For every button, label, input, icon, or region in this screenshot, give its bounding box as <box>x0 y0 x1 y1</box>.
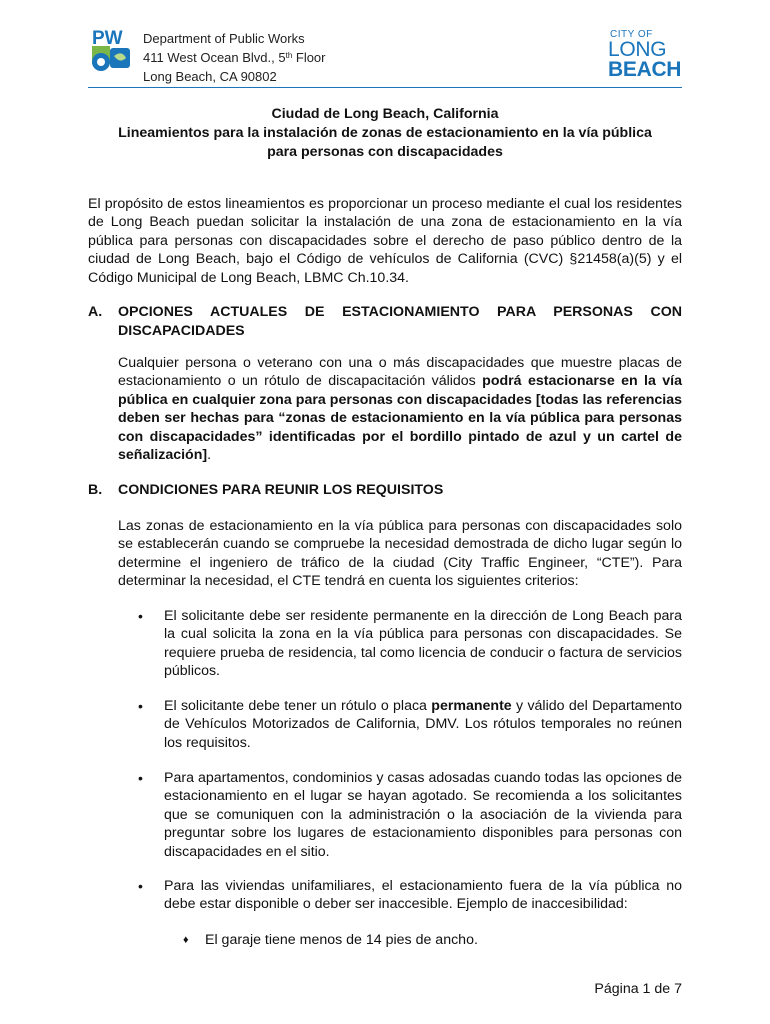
section-b-paragraph: Las zonas de estacionamiento en la vía pública para personas con discapacidades solo se establecerán cuando se compruebe la necesidad demostrada de dicho lugar según lo determine el ingeniero de tráfico de la ciudad (City Traffic Engineer, “CTE”). Para determinar la necesidad, el CTE tendrá en cuenta los siguientes criterios: <box>118 518 682 590</box>
document-title <box>88 105 682 162</box>
bullet-symbol: • <box>138 698 143 714</box>
intro-paragraph: El propósito de estos lineamientos es proporcionar un proceso mediante el cual los residentes de Long Beach puedan solicitar la instalación de una zona de estacionamiento en la vía pública para personas con discapacidades sobre el derecho de paso público dentro de la ciudad de Long Beach, bajo el Código de vehículos de California (CVC) §21458(a)(5) y el Código Municipal de Long Beach, LBMC Ch.10.34. <box>88 196 682 286</box>
title-line-3: para personas con discapacidades <box>267 144 503 160</box>
pw-logo-text: PW <box>92 28 123 49</box>
bullet-symbol: • <box>138 770 143 786</box>
city-of-long-beach-logo: CITY OF LONG BEACH <box>608 29 682 81</box>
title-line-1: Ciudad de Long Beach, California <box>271 106 499 122</box>
sub-list-item: El garaje tiene menos de 14 pies de ancho. <box>205 932 478 948</box>
department-address <box>143 29 326 86</box>
bullet-symbol: • <box>138 608 143 624</box>
address-line-2: 411 West Ocean Blvd., 5th Floor <box>143 50 326 65</box>
diamond-bullet-icon: ♦ <box>183 934 189 946</box>
public-works-logo <box>88 26 136 80</box>
list-item: Para las viviendas unifamiliares, el estacionamiento fuera de la vía pública no debe estar disponible o deber ser inaccesible. Ejemplo de inaccesibilidad: <box>164 878 682 913</box>
list-item: El solicitante debe tener un rótulo o placa permanente y válido del Departamento de Vehículos Motorizados de California, DMV. Los rótulos temporales no reúnen los requisitos. <box>164 698 682 751</box>
header-divider <box>88 87 682 88</box>
address-line-3: Long Beach, CA 90802 <box>143 69 277 84</box>
title-line-2: Lineamientos para la instalación de zonas de estacionamiento en la vía pública <box>118 125 652 141</box>
list-item: Para apartamentos, condominios y casas adosadas cuando todas las opciones de estacionamiento en el lugar se hayan agotado. Se recomienda a los solicitantes que se comuniquen con la administración o la asociación de la vivienda para preguntar sobre los lugares de estacionamiento disponibles para personas con discapacidades en el sitio. <box>164 770 682 860</box>
page-number: Página 1 de 7 <box>594 981 682 997</box>
bullet-symbol: • <box>138 878 143 894</box>
address-line-1: Department of Public Works <box>143 31 305 46</box>
section-a-paragraph: Cualquier persona o veterano con una o más discapacidades que muestre placas de estacionamiento o un rótulo de discapacitación válidos podrá estacionarse en la vía pública en cualquier zona para personas con discapacidades [todas las referencias deben ser hechas para “zonas de estacionamiento en la vía pública para personas con discapacidades” identificadas por el bordillo pintado de azul y un cartel de señalización]. <box>118 355 682 464</box>
list-item: El solicitante debe ser residente permanente en la dirección de Long Beach para la cual solicita la zona en la vía pública para personas con discapacidades. Se requiere prueba de residencia, tal como licencia de conducir o factura de servicios públicos. <box>164 608 682 680</box>
